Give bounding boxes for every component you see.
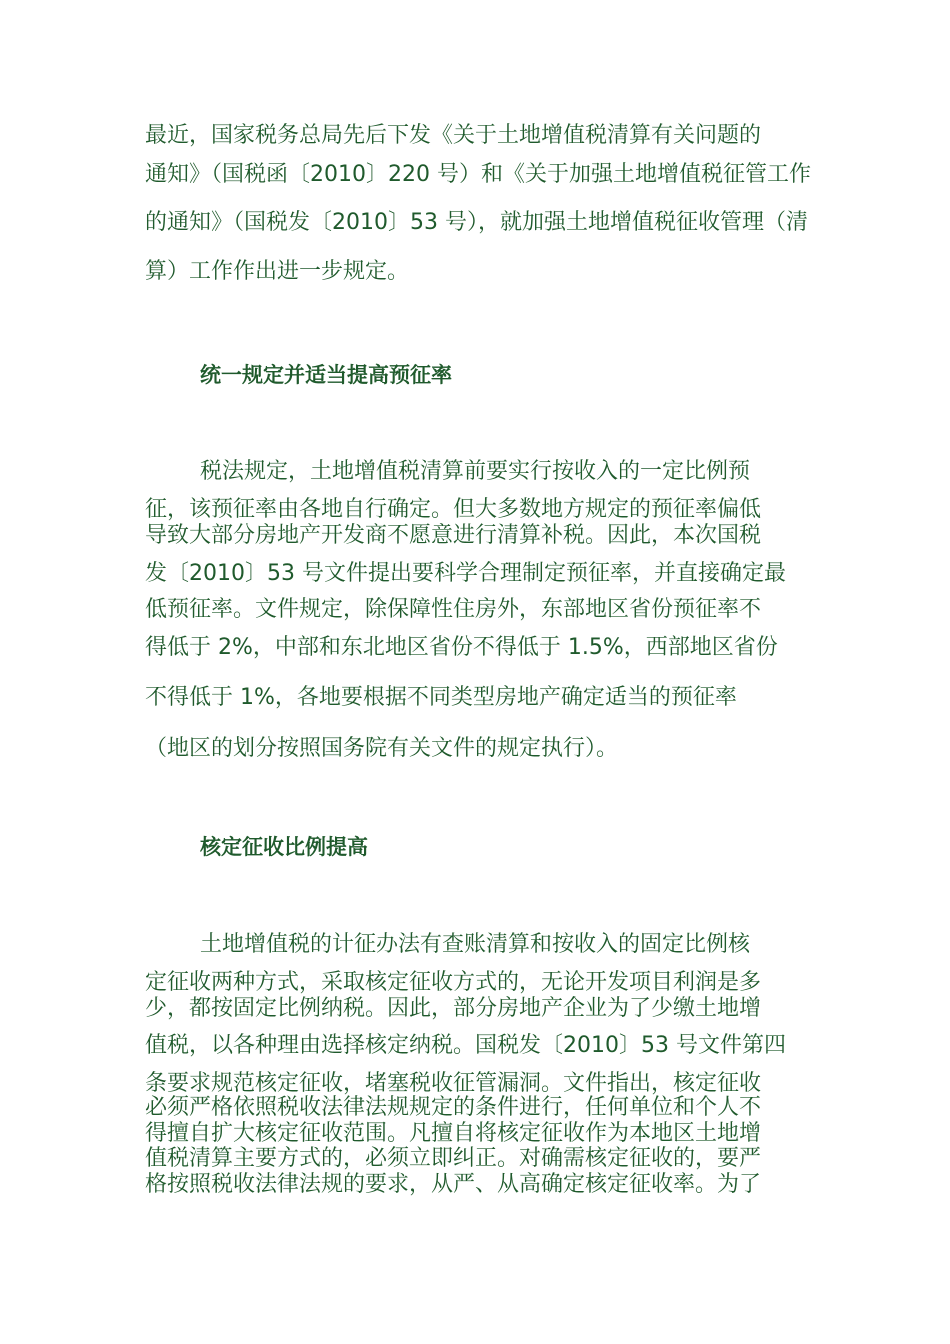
section1-line-8: （地区的划分按照国务院有关文件的规定执行）。 [145,736,619,761]
section2-line-4: 值税，以各种理由选择核定纳税。国税发〔2010〕53 号文件第四 [145,1033,786,1058]
section2-line-7: 得擅自扩大核定征收范围。凡擅自将核定征收作为本地区土地增 [145,1121,762,1146]
section-heading-prepayment-rate: 统一规定并适当提高预征率 [200,363,452,387]
intro-line-3: 的通知》（国税发〔2010〕53 号），就加强土地增值税征收管理（清 [145,210,808,235]
intro-line-4: 算）工作作出进一步规定。 [145,259,410,284]
section2-line-1: 土地增值税的计征办法有查账清算和按收入的固定比例核 [200,932,751,957]
intro-line-1: 最近，国家税务总局先后下发《关于土地增值税清算有关问题的 [145,123,762,148]
section2-line-9: 格按照税收法律法规的要求，从严、从高确定核定征收率。为了 [145,1172,762,1197]
section1-line-6: 得低于 2%，中部和东北地区省份不得低于 1.5%，西部地区省份 [145,635,778,660]
section-heading-assessed-collection: 核定征收比例提高 [200,835,368,859]
section2-line-5: 条要求规范核定征收，堵塞税收征管漏洞。文件指出，核定征收 [145,1071,762,1096]
section1-line-4: 发〔2010〕53 号文件提出要科学合理制定预征率，并直接确定最 [145,561,786,586]
section2-line-3: 少，都按固定比例纳税。因此，部分房地产企业为了少缴土地增 [145,996,762,1021]
section2-line-6: 必须严格依照税收法律法规规定的条件进行，任何单位和个人不 [145,1095,762,1120]
intro-line-2: 通知》（国税函〔2010〕220 号）和《关于加强土地增值税征管工作 [145,162,811,187]
section1-line-3: 导致大部分房地产开发商不愿意进行清算补税。因此，本次国税 [145,523,762,548]
section1-line-7: 不得低于 1%，各地要根据不同类型房地产确定适当的预征率 [145,685,737,710]
section1-line-5: 低预征率。文件规定，除保障性住房外，东部地区省份预征率不 [145,597,762,622]
section1-line-2: 征，该预征率由各地自行确定。但大多数地方规定的预征率偏低 [145,497,762,522]
section2-line-2: 定征收两种方式，采取核定征收方式的，无论开发项目利润是多 [145,970,762,995]
section1-line-1: 税法规定，土地增值税清算前要实行按收入的一定比例预 [200,459,751,484]
section2-line-8: 值税清算主要方式的，必须立即纠正。对确需核定征收的，要严 [145,1146,762,1171]
